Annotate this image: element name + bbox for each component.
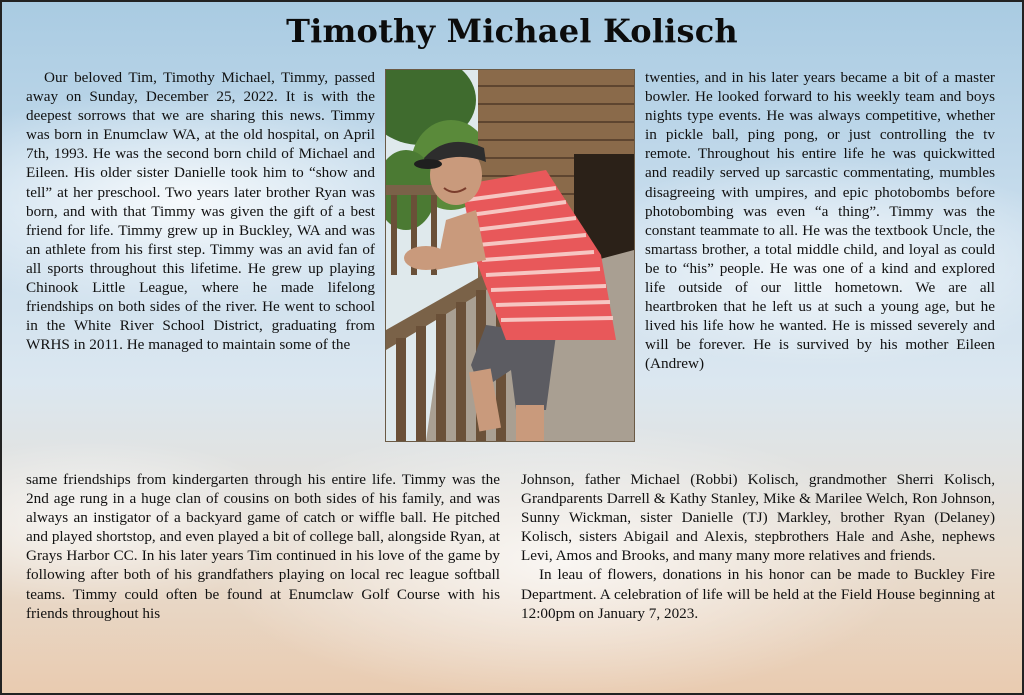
closing-paragraph: In leau of flowers, donations in his honor can be made to Buckley Fire Department. A celebration of life will be held at the Field House beginning at 12:00pm on January 7, 2023.	[521, 566, 995, 622]
survivors-paragraph: Johnson, father Michael (Robbi) Kolisch, grandmother Sherri Kolisch, Grandparents Darrell & Kathy Stanley, Mike & Marilee Welch, Ron Johnson, Sunny Wickman, sister Danielle (TJ) Markley, brother Ryan (Delaney) Kolisch, sisters Abigail and Alexis, stepbrothers Hale and Ashe, nephews Levi, Amos and Brooks, and many many more relatives and friends.	[521, 471, 995, 565]
obituary-text-left: Our beloved Tim, Timothy Michael, Timmy, passed away on Sunday, December 25, 2022. It is with the deepest sorrows that we are sharing this news. Timmy was born in Enumclaw WA, at the old hospital, on April 7th, 1993. He was the second born child of Michael and Eileen. His older sister Danielle took him to “show and tell” at her preschool. Two years later brother Ryan was born, and with that Timmy was given the gift of a best friend for life. Timmy grew up in Buckley, WA and was an athlete from his first step. Timmy was an avid fan of all sports throughout this lifetime. He grew up playing Chinook Little League, where he made lifelong friendships on both sides of the river. He went to school in the White River School District, graduating from WRHS in 2011. He managed to maintain some of the	[26, 69, 375, 354]
obituary-text-bottom-left: same friendships from kindergarten through his entire life. Timmy was the 2nd age rung in a huge clan of cousins on both sides of his family, and was always an instigator of a backyard game of catch or wiffle ball. He pitched and played shortstop, and even played a bit of college ball, alongside Ryan, at Grays Harbor CC. In his later years Tim continued in his love of the game by following after both of his grandfathers playing on local rec league softball teams. Timmy could often be found at Enumclaw Golf Course with his friends throughout his	[26, 471, 500, 622]
obituary-text-right: twenties, and in his later years became a bit of a master bowler. He looked forward to his weekly team and boys nights type events. He was always competitive, whether in pickle ball, ping pong, or just controlling the tv remote. Throughout his entire life he was quickwitted and readily served up sarcastic commentating, mumbles disagreeing with umpires, and epic photobombs before photobombing was even “a thing”. Timmy was the constant teammate to all. He was the textbook Uncle, the smartass brother, a total middle child, and loyal as could be to “his” people. He was one of a kind and explored life outside of our little hometown. We are all heartbroken that he left us at such a young age, but he lived his life how he wanted. He is missed severely and will be forever. He is survived by his mother Eileen (Andrew)	[645, 69, 995, 373]
portrait-photo	[385, 69, 635, 442]
portrait-illustration	[386, 70, 634, 441]
obituary-text-bottom-right	[521, 470, 995, 623]
page-title: Timothy Michael Kolisch	[286, 12, 738, 50]
